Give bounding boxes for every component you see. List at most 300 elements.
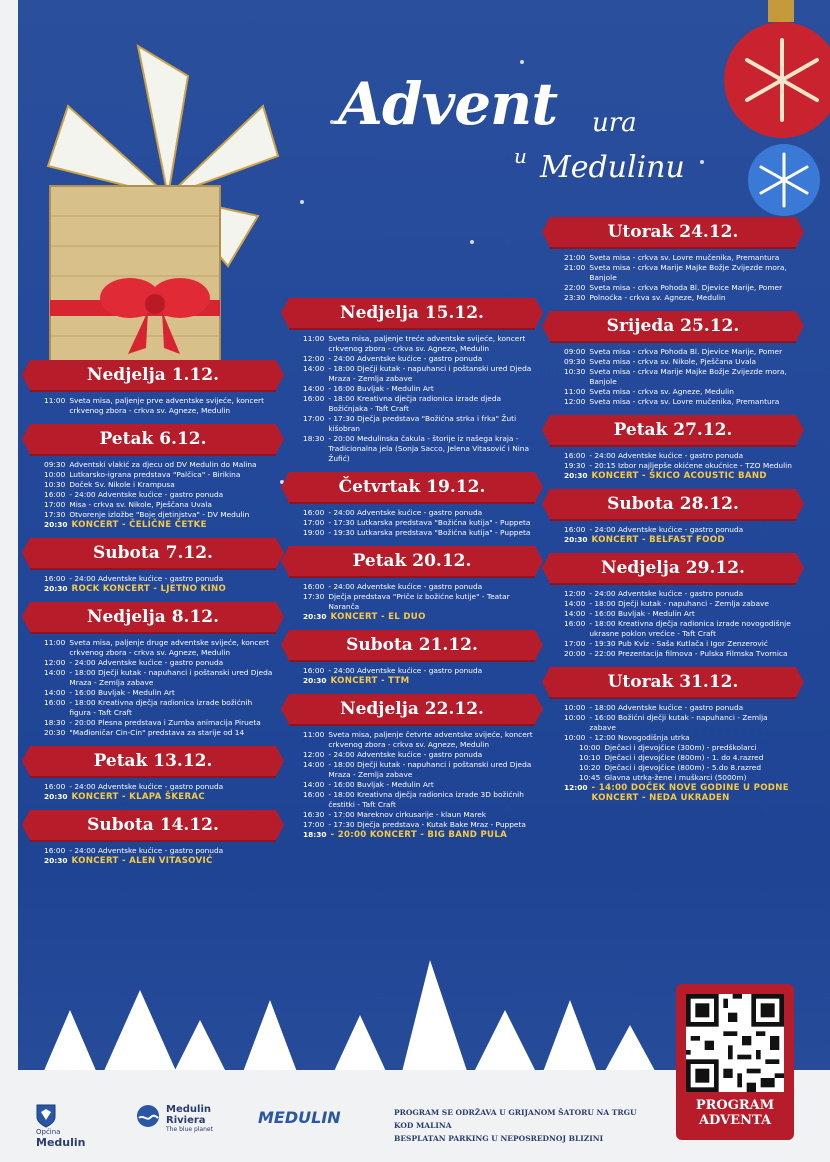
- day-banner: Subota 21.12.: [289, 630, 535, 660]
- event-time: 19:30: [564, 461, 586, 470]
- snow-dot: [330, 120, 334, 124]
- event-row-highlight: [564, 471, 796, 481]
- event-text: - 12:00 Novogodišnja utrka: [589, 733, 690, 742]
- logo-opcina-medulin: [36, 1104, 85, 1149]
- event-list: [550, 445, 796, 489]
- event-list: [30, 454, 276, 538]
- event-time: 12:00: [564, 783, 588, 792]
- event-row: [303, 528, 535, 538]
- day-block: [550, 415, 796, 489]
- event-row: [44, 460, 276, 470]
- title-place: Medulinu: [540, 150, 685, 185]
- event-text: - 17:30 Dječja predstava - Kutak Bake Mraz - Puppeta: [328, 820, 526, 829]
- event-time: 10:00: [579, 743, 601, 752]
- event-time: 12:00: [564, 589, 586, 598]
- day-block: [30, 360, 276, 424]
- event-list: [550, 247, 796, 311]
- event-text: KONCERT - KLAPA ŠKERAC: [71, 792, 205, 802]
- event-text: - 24:00 Adventske kućice - gastro ponuda: [589, 525, 744, 534]
- event-time: 11:00: [44, 638, 66, 647]
- day-banner: Petak 13.12.: [30, 746, 276, 776]
- event-time: 10:10: [579, 753, 601, 762]
- event-time: 16:00: [44, 846, 66, 855]
- event-text: - 16:00 Buvljak - Medulin Art: [328, 384, 434, 393]
- day-banner: Nedjelja 1.12.: [30, 360, 276, 390]
- event-row-highlight: [44, 584, 276, 594]
- event-time: 17:30: [44, 510, 66, 519]
- event-text: - 16:00 Buvljak - Medulin Art: [328, 780, 434, 789]
- event-row-highlight: [303, 612, 535, 622]
- event-time: 21:00: [564, 263, 586, 272]
- event-time: 11:00: [303, 334, 325, 343]
- event-row: [44, 698, 276, 718]
- event-text: - 18:00 Dječji kutak - napuhanci i poštanski ured Djeda Mraza - Zemlja zabave: [69, 668, 273, 687]
- event-row: [303, 354, 535, 364]
- event-time: 11:00: [44, 396, 66, 405]
- windmill-illustration: [28, 36, 290, 366]
- event-row-highlight: [44, 856, 276, 866]
- event-time: 11:00: [564, 387, 586, 396]
- event-text: Polnoćka - crkva sv. Agneze, Medulin: [589, 293, 726, 302]
- day-block: [289, 630, 535, 694]
- footer-note-1: PROGRAM SE ODRŽAVA U GRIJANOM ŠATORU NA TRGU KOD MALINA: [394, 1108, 637, 1130]
- event-text: - 18:00 Kreativna dječja radionica izrade novogodišnje ukrasne poklon vrećice - Taft Craft: [589, 619, 791, 638]
- event-list: [30, 840, 276, 874]
- event-time: 12:00: [303, 354, 325, 363]
- event-text: Sveta misa - crkva Pohoda Bl. Djevice Marije, Pomer: [589, 283, 783, 292]
- event-time: 09:00: [564, 347, 586, 356]
- event-text: Dječja predstava "Priče iz božićne kutije" - Teatar Naranča: [328, 592, 510, 611]
- event-text: - 22:00 Prezentacija filmova - Pulska Filmska Tvornica: [589, 649, 788, 658]
- event-text: KONCERT - EL DUO: [330, 612, 426, 622]
- event-text: - 17:30 Dječja predstava "Božićna strka i frka" Žuti kišobran: [328, 414, 517, 433]
- event-text: Sveta misa, paljenje prve adventske svijeće, koncert crkvenog zbora - crkva sv. Agneze, Medulin: [69, 396, 264, 415]
- event-time: 18:30: [303, 830, 327, 839]
- qr-label-line-1: PROGRAM: [695, 1098, 775, 1113]
- event-time: 10:30: [44, 480, 66, 489]
- event-row-highlight: [564, 535, 796, 545]
- event-row: [303, 364, 535, 384]
- event-row: [564, 733, 796, 743]
- event-text: Otvorenje izložbe "Boje djetinjstva" - DV Medulin: [69, 510, 250, 519]
- day-banner: Nedjelja 22.12.: [289, 694, 535, 724]
- event-time: 10:00: [564, 713, 586, 722]
- title-suffix: ura: [592, 108, 637, 138]
- day-banner: Subota 28.12.: [550, 489, 796, 519]
- event-time: 20:30: [44, 792, 68, 801]
- schedule-column-1: [30, 360, 276, 874]
- event-time: 14:00: [564, 609, 586, 618]
- event-row: [44, 470, 276, 480]
- event-time: 14:00: [303, 780, 325, 789]
- event-text: - 24:00 Adventske kućice - gastro ponuda: [589, 589, 744, 598]
- day-banner: Petak 27.12.: [550, 415, 796, 445]
- event-time: 19:00: [303, 528, 325, 537]
- event-row: [44, 574, 276, 584]
- event-text: Dječaci i djevojčice (300m) - predškolarci: [604, 743, 757, 752]
- day-banner: Četvrtak 19.12.: [289, 472, 535, 502]
- day-banner: Utorak 24.12.: [550, 217, 796, 247]
- event-text: - 19:30 Pub Kviz - Saša Kutlača i Igor Zenzerović: [589, 639, 768, 648]
- day-block: [289, 694, 535, 848]
- event-text: Sveta misa - crkva Marije Majke Božje Zvijezde mora, Banjole: [589, 263, 787, 282]
- event-text: - 20:00 Medulinska čakula - štorije iz našega kraja - Tradicionalna jela (Sonja Sacco, Jelena Vitasović i Nina Žufić): [328, 434, 530, 463]
- event-text: Lutkarsko-igrana predstava "Palčica" - Birikina: [69, 470, 241, 479]
- event-list: [30, 568, 276, 602]
- event-time: 16:00: [564, 451, 586, 460]
- event-time: 20:30: [564, 471, 588, 480]
- event-row: [564, 451, 796, 461]
- event-time: 20:30: [44, 728, 66, 737]
- title-connector: u: [514, 144, 527, 168]
- event-row: [303, 820, 535, 830]
- ornament-blue-icon: [744, 140, 824, 220]
- snow-dot: [700, 160, 704, 164]
- day-block: [550, 489, 796, 553]
- event-row: [303, 518, 535, 528]
- event-text: - 24:00 Adventske kućice - gastro ponuda: [69, 658, 224, 667]
- event-row: [564, 639, 796, 649]
- event-text: - 17:00 Mareknov cirkusarije - klaun Marek: [328, 810, 487, 819]
- footer-note: [394, 1106, 644, 1145]
- event-row: [44, 396, 276, 416]
- event-text: - 18:00 Kreativna dječja radionica izrade djeda Božićnjaka - Taft Craft: [328, 394, 502, 413]
- event-row: [303, 780, 535, 790]
- event-time: 20:00: [564, 649, 586, 658]
- title-main: Advent: [338, 70, 558, 138]
- day-banner: Nedjelja 8.12.: [30, 602, 276, 632]
- event-text: KONCERT - BELFAST FOOD: [591, 535, 725, 545]
- event-text: Doček Sv. Nikole i Krampusa: [69, 480, 175, 489]
- event-row: [44, 490, 276, 500]
- event-list: [550, 583, 796, 667]
- event-row: [564, 357, 796, 367]
- day-banner: Petak 6.12.: [30, 424, 276, 454]
- event-time: 12:00: [303, 750, 325, 759]
- event-row: [44, 846, 276, 856]
- qr-card[interactable]: [676, 984, 794, 1140]
- event-text: - 24:00 Adventske kućice - gastro ponuda: [69, 846, 224, 855]
- event-row: [564, 397, 796, 407]
- event-row: [44, 658, 276, 668]
- snow-dot: [300, 200, 304, 204]
- event-row: [564, 387, 796, 397]
- day-block: [550, 217, 796, 311]
- event-text: - 20:00 Plesna predstava i Zumba animacija Pirueta: [69, 718, 261, 727]
- event-row: [564, 283, 796, 293]
- event-time: 17:00: [303, 820, 325, 829]
- day-block: [289, 472, 535, 546]
- event-row-highlight: [44, 792, 276, 802]
- event-text: Sveta misa, paljenje druge adventske svijeće, koncert crkvenog zbora - crkva sv. Agneze, Medulin: [69, 638, 269, 657]
- day-block: [30, 810, 276, 874]
- day-banner: Nedjelja 29.12.: [550, 553, 796, 583]
- event-text: Misa - crkva sv. Nikole, Pješčana Uvala: [69, 500, 212, 509]
- event-time: 16:00: [303, 582, 325, 591]
- day-banner: Subota 14.12.: [30, 810, 276, 840]
- event-row: [564, 743, 796, 753]
- event-row: [44, 782, 276, 792]
- event-text: Sveta misa - crkva sv. Lovre mučenika, Premantura: [589, 253, 780, 262]
- event-list: [289, 576, 535, 630]
- event-time: 17:00: [303, 518, 325, 527]
- logo-medulin-brand: MEDULIN: [258, 1108, 341, 1127]
- event-time: 09:30: [564, 357, 586, 366]
- snow-dot: [520, 60, 524, 64]
- event-row: [303, 334, 535, 354]
- event-row: [303, 394, 535, 414]
- logo-1-small: Općina: [36, 1128, 61, 1136]
- logo-1-text: Medulin: [36, 1136, 86, 1149]
- event-text: Sveta misa, paljenje četvrte adventske svijeće, koncert crkvenog zbora - crkva sv. Agneze, Medulin: [328, 730, 533, 749]
- event-row: [44, 638, 276, 658]
- event-time: 16:00: [44, 490, 66, 499]
- event-text: - 18:00 Dječji kutak - napuhanci - Zemlja zabave: [589, 599, 769, 608]
- event-time: 09:30: [44, 460, 66, 469]
- event-row: [303, 750, 535, 760]
- event-row: [564, 263, 796, 283]
- event-time: 14:00: [303, 760, 325, 769]
- event-row: [303, 508, 535, 518]
- event-text: Sveta misa - crkva Marije Majke Božje Zvijezde mora, Banjole: [589, 367, 787, 386]
- event-row: [44, 668, 276, 688]
- day-block: [289, 546, 535, 630]
- event-time: 16:00: [303, 508, 325, 517]
- riviera-waves-icon: [134, 1104, 162, 1128]
- day-banner: Petak 20.12.: [289, 546, 535, 576]
- event-row-highlight: [564, 783, 796, 803]
- event-time: 17:00: [564, 639, 586, 648]
- event-text: Sveta misa - crkva sv. Lovre mučenika, Premantura: [589, 397, 780, 406]
- day-block: [289, 298, 535, 472]
- event-text: ROCK KONCERT - LJETNO KINO: [71, 584, 227, 594]
- event-text: Dječaci i djevojčice (800m) - 5.do 8.razred: [604, 763, 762, 772]
- logo-2-text: Medulin Riviera: [166, 1104, 211, 1126]
- event-list: [550, 519, 796, 553]
- event-text: - 24:00 Adventske kućice - gastro ponuda: [328, 354, 483, 363]
- day-banner: Utorak 31.12.: [550, 667, 796, 697]
- event-text: Dječaci i djevojčice (800m) - 1. do 4.razred: [604, 753, 764, 762]
- event-text: - 18:00 Dječji kutak - napuhanci i poštanski ured Djeda Mraza - Zemlja zabave: [328, 364, 532, 383]
- event-row: [564, 599, 796, 609]
- event-row: [564, 347, 796, 357]
- event-row: [303, 384, 535, 394]
- event-text: Glavna utrka-žene i muškarci (5000m): [604, 773, 747, 782]
- event-row: [564, 461, 796, 471]
- event-time: 14:00: [44, 688, 66, 697]
- event-time: 12:00: [564, 397, 586, 406]
- event-time: 14:00: [303, 384, 325, 393]
- event-time: 11:00: [303, 730, 325, 739]
- event-time: 20:30: [44, 520, 68, 529]
- event-time: 20:30: [303, 676, 327, 685]
- event-time: 17:00: [303, 414, 325, 423]
- event-row: [44, 728, 276, 738]
- event-time: 20:30: [44, 584, 68, 593]
- event-text: - 16:00 Buvljak - Medulin Art: [69, 688, 175, 697]
- day-block: [30, 538, 276, 602]
- qr-code-icon[interactable]: [686, 994, 784, 1092]
- event-time: 20:30: [303, 612, 327, 621]
- ornament-red-icon: [700, 0, 830, 140]
- event-row: [303, 760, 535, 780]
- logo-medulin-riviera: [134, 1104, 222, 1133]
- event-text: KONCERT - ALEN VITASOVIĆ: [71, 856, 213, 866]
- event-text: Sveta misa, paljenje treće adventske svijeće, koncert crkvenog zbora - crkva sv. Agneze, Medulin: [328, 334, 526, 353]
- event-list: [550, 341, 796, 415]
- event-text: - 18:00 Dječji kutak - napuhanci i poštanski ured Djeda Mraza - Zemlja zabave: [328, 760, 532, 779]
- event-text: - 18:00 Adventske kućice - gastro ponuda: [589, 703, 744, 712]
- event-text: - 24:00 Adventske kućice - gastro ponuda: [328, 582, 483, 591]
- event-time: 12:00: [44, 658, 66, 667]
- footer-note-2: BESPLATAN PARKING U NEPOSREDNOJ BLIZINI: [394, 1134, 604, 1143]
- event-row: [564, 713, 796, 733]
- event-text: Sveta misa - crkva sv. Agneze, Medulin: [589, 387, 734, 396]
- event-row: [564, 253, 796, 263]
- event-time: 17:30: [303, 592, 325, 601]
- day-block: [550, 667, 796, 811]
- event-text: - 24:00 Adventske kućice - gastro ponuda: [69, 490, 224, 499]
- event-time: 16:30: [303, 810, 325, 819]
- event-row: [303, 434, 535, 464]
- event-text: "Mađioničar Cin-Cin" predstava za starije od 14: [69, 728, 245, 737]
- day-block: [30, 602, 276, 746]
- day-block: [30, 746, 276, 810]
- event-list: [289, 502, 535, 546]
- event-text: - 18:00 Kreativna dječja radionica izrade 3D božićnih čestitki - Taft Craft: [328, 790, 524, 809]
- event-text: - 24:00 Adventske kućice - gastro ponuda: [328, 750, 483, 759]
- event-time: 16:00: [564, 525, 586, 534]
- event-time: 16:00: [44, 782, 66, 791]
- event-text: - 24:00 Adventske kućice - gastro ponuda: [589, 451, 744, 460]
- day-banner: Srijeda 25.12.: [550, 311, 796, 341]
- event-row: [564, 649, 796, 659]
- event-list: [30, 632, 276, 746]
- event-time: 10:00: [564, 733, 586, 742]
- event-list: [550, 697, 796, 811]
- event-time: 23:30: [564, 293, 586, 302]
- event-time: 16:00: [303, 666, 325, 675]
- event-row: [564, 589, 796, 599]
- day-block: [550, 311, 796, 415]
- event-text: KONCERT - ŠKICO ACOUSTIC BAND: [591, 471, 767, 481]
- event-time: 18:30: [303, 434, 325, 443]
- event-row: [564, 763, 796, 773]
- event-text: - 20:00 KONCERT - BIG BAND PULA: [330, 830, 508, 840]
- event-text: - 16:00 Buvljak - Medulin Art: [589, 609, 695, 618]
- event-row: [303, 582, 535, 592]
- event-time: 22:00: [564, 283, 586, 292]
- event-row: [303, 810, 535, 820]
- event-text: - 19:30 Lutkarska predstava "Božićna kutija" - Puppeta: [328, 528, 531, 537]
- event-text: Sveta misa - crkva Pohoda Bl. Djevice Marije, Pomer: [589, 347, 783, 356]
- event-row: [564, 703, 796, 713]
- event-row: [303, 666, 535, 676]
- event-time: 14:00: [564, 599, 586, 608]
- event-list: [30, 776, 276, 810]
- event-text: - 20:15 Izbor najljepše okićene okućnice - TZO Medulin: [589, 461, 792, 470]
- snow-dot: [470, 240, 474, 244]
- event-text: KONCERT - TTM: [330, 676, 410, 686]
- schedule-column-2: [289, 298, 535, 848]
- event-list: [289, 660, 535, 694]
- event-row-highlight: [44, 520, 276, 530]
- event-text: Adventski vlakić za djecu od DV Medulin do Malina: [69, 460, 257, 469]
- event-row: [564, 609, 796, 619]
- event-time: 16:00: [564, 619, 586, 628]
- event-time: 21:00: [564, 253, 586, 262]
- event-time: 14:00: [303, 364, 325, 373]
- event-list: [289, 724, 535, 848]
- event-row: [44, 480, 276, 490]
- event-text: - 24:00 Adventske kućice - gastro ponuda: [328, 666, 483, 675]
- event-row: [564, 525, 796, 535]
- event-text: - 18:00 Kreativna dječja radionica izrade božićnih figura - Taft Craft: [69, 698, 253, 717]
- event-time: 10:20: [579, 763, 601, 772]
- event-text: Sveta misa - crkva sv. Nikole, Pješčana Uvala: [589, 357, 757, 366]
- event-time: 10:00: [44, 470, 66, 479]
- event-row-highlight: [303, 830, 535, 840]
- event-time: 10:45: [579, 773, 601, 782]
- qr-label: [676, 1098, 794, 1128]
- event-time: 17:00: [44, 500, 66, 509]
- event-row: [44, 688, 276, 698]
- schedule-column-3: [550, 217, 796, 811]
- event-text: - 24:00 Adventske kućice - gastro ponuda: [328, 508, 483, 517]
- event-time: 14:00: [44, 668, 66, 677]
- event-row: [303, 414, 535, 434]
- event-row-highlight: [303, 676, 535, 686]
- event-text: - 16:00 Božićni dječji kutak - napuhanci - Zemlja zabave: [589, 713, 768, 732]
- event-text: - 24:00 Adventske kućice - gastro ponuda: [69, 574, 224, 583]
- event-row: [303, 790, 535, 810]
- qr-label-line-2: ADVENTA: [698, 1113, 772, 1128]
- event-time: 16:00: [44, 698, 66, 707]
- event-list: [289, 328, 535, 472]
- event-time: 20:30: [564, 535, 588, 544]
- logo-2-sub: The blue planet: [166, 1126, 213, 1133]
- event-row: [564, 293, 796, 303]
- event-row: [564, 773, 796, 783]
- event-text: - 17:30 Lutkarska predstava "Božićna kutija" - Puppeta: [328, 518, 531, 527]
- event-time: 10:00: [564, 703, 586, 712]
- event-list: [30, 390, 276, 424]
- event-time: 16:00: [303, 394, 325, 403]
- event-text: KONCERT - ČELIČNE ČETKE: [71, 520, 207, 530]
- event-row: [44, 510, 276, 520]
- event-text: - 24:00 Adventske kućice - gastro ponuda: [69, 782, 224, 791]
- day-banner: Nedjelja 15.12.: [289, 298, 535, 328]
- event-time: 20:30: [44, 856, 68, 865]
- windmill-tower: [50, 186, 220, 361]
- event-row: [303, 592, 535, 612]
- event-row: [564, 619, 796, 639]
- event-time: 16:00: [303, 790, 325, 799]
- event-time: 16:00: [44, 574, 66, 583]
- event-row: [44, 718, 276, 728]
- coat-of-arms-icon: [36, 1104, 56, 1128]
- event-text: - 14:00 DOČEK NOVE GODINE U PODNE KONCERT - NEDA UKRADEN: [591, 783, 789, 803]
- day-block: [550, 553, 796, 667]
- event-time: 10:30: [564, 367, 586, 376]
- event-row: [303, 730, 535, 750]
- event-row: [564, 753, 796, 763]
- day-block: [30, 424, 276, 538]
- event-row: [564, 367, 796, 387]
- event-time: 18:30: [44, 718, 66, 727]
- day-banner: Subota 7.12.: [30, 538, 276, 568]
- event-row: [44, 500, 276, 510]
